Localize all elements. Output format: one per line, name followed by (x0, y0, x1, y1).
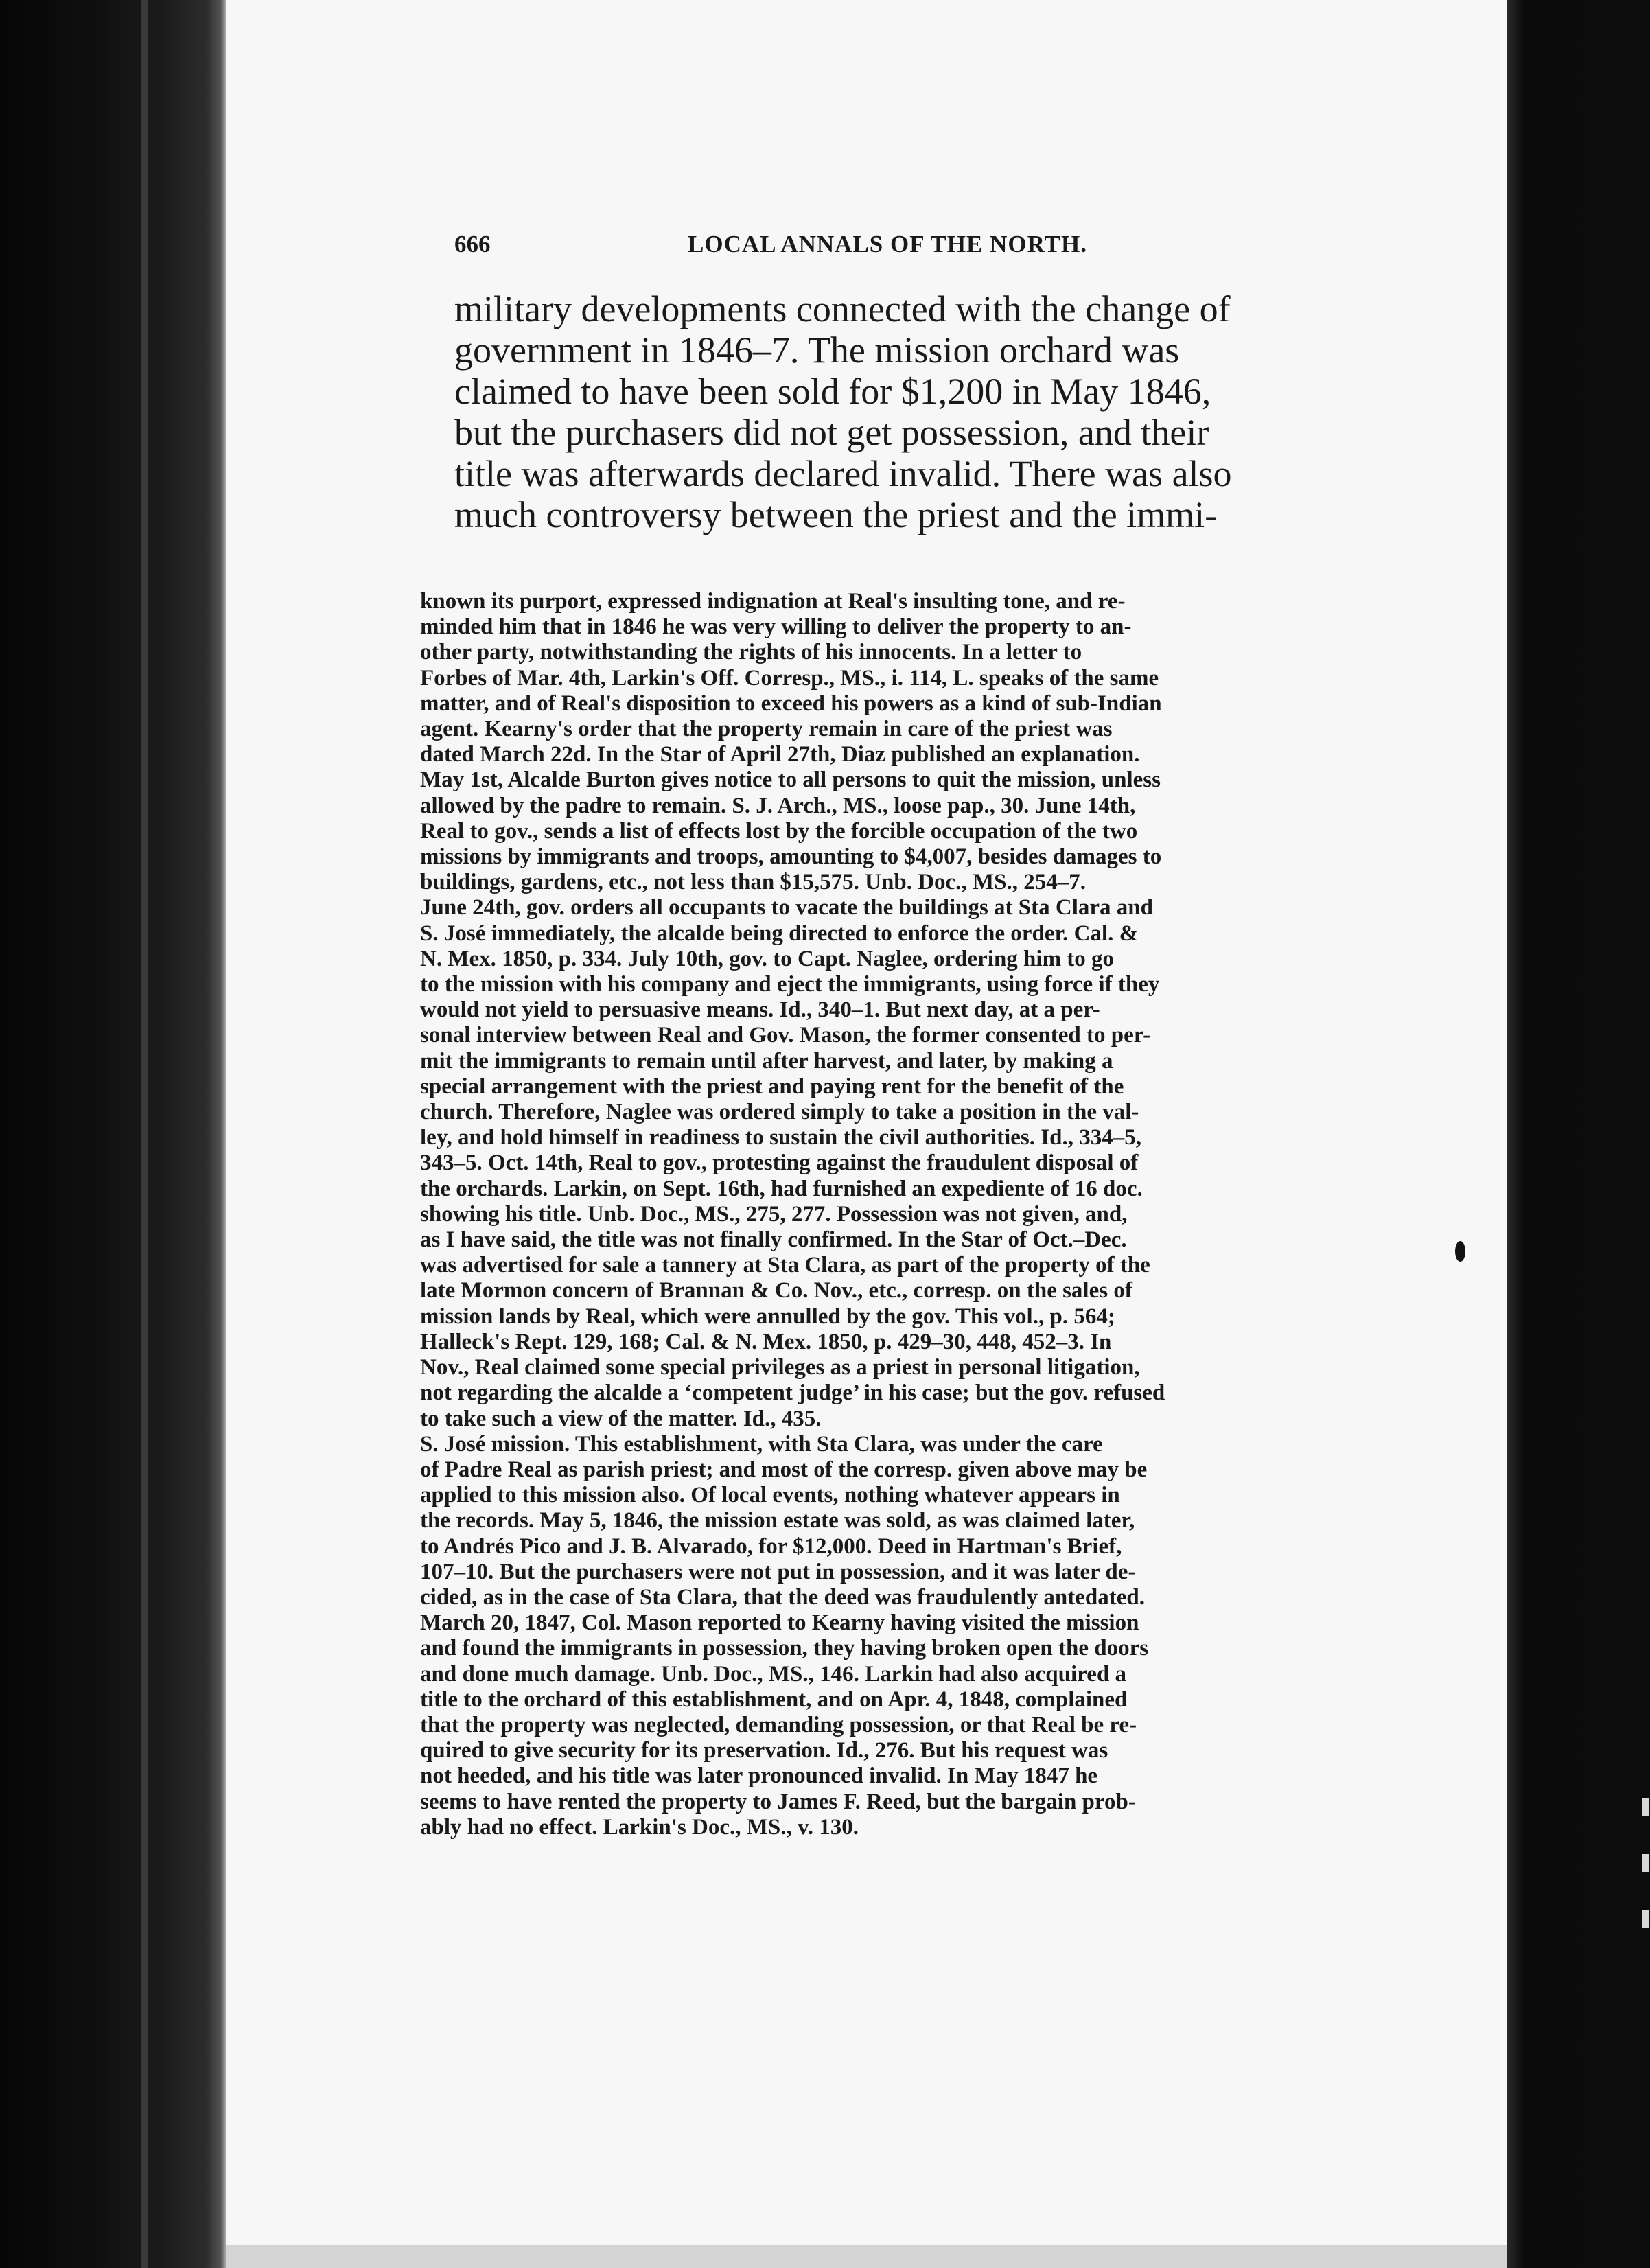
right-page-edge (1507, 0, 1650, 2268)
binding-shadow (141, 0, 148, 2268)
footnote-line: of Padre Real as parish priest; and most of the corresp. given above may be (420, 1457, 1148, 1482)
footnote-line: church. Therefore, Naglee was ordered simply to take a position in the val- (420, 1100, 1139, 1125)
body-line: claimed to have been sold for $1,200 in May 1846, (454, 371, 1211, 412)
footnote-line: Real to gov., sends a list of effects lost by the forcible occupation of the two (420, 818, 1138, 844)
footnote-line: special arrangement with the priest and paying rent for the benefit of the (420, 1074, 1124, 1099)
footnote-line: S. José mission. This establishment, with Sta Clara, was under the care (420, 1431, 1103, 1457)
footnote-line: allowed by the padre to remain. S. J. Arch., MS., loose pap., 30. June 14th, (420, 793, 1136, 818)
bottom-band (226, 2245, 1507, 2268)
footnote-line: and found the immigrants in possession, they having broken open the doors (420, 1636, 1149, 1661)
footnote-line: mit the immigrants to remain until after harvest, and later, by making a (420, 1048, 1113, 1074)
footnote-line: would not yield to persuasive means. Id., 340–1. But next day, at a per- (420, 997, 1100, 1023)
footnote-line: was advertised for sale a tannery at Sta Clara, as part of the property of the (420, 1253, 1150, 1278)
footnote-line: as I have said, the title was not finally confirmed. In the Star of Oct.–Dec. (420, 1227, 1127, 1253)
body-line: title was afterwards declared invalid. There was also (454, 453, 1232, 494)
footnote-line: missions by immigrants and troops, amounting to $4,007, besides damages to (420, 844, 1162, 870)
body-paragraph (454, 288, 1391, 535)
footnote-line: to the mission with his company and eject the immigrants, using force if they (420, 972, 1160, 997)
edge-tick (1642, 1910, 1649, 1928)
footnote-line: not heeded, and his title was later pronounced invalid. In May 1847 he (420, 1763, 1098, 1789)
edge-marks (1642, 1798, 1650, 1956)
footnote-line: dated March 22d. In the Star of April 27th, Diaz published an explanation. (420, 742, 1140, 767)
footnote-line: ably had no effect. Larkin's Doc., MS., v. 130. (420, 1814, 859, 1840)
footnote-line: known its purport, expressed indignation at Real's insulting tone, and re- (420, 589, 1126, 614)
footnote-line: and done much damage. Unb. Doc., MS., 146. Larkin had also acquired a (420, 1661, 1126, 1687)
body-line: government in 1846–7. The mission orchard was (454, 329, 1180, 371)
footnote-line: not regarding the alcalde a ‘competent judge’ in his case; but the gov. refused (420, 1380, 1165, 1406)
footnote-line: seems to have rented the property to James F. Reed, but the bargain prob- (420, 1789, 1136, 1814)
footnote-line: quired to give security for its preservation. Id., 276. But his request was (420, 1738, 1108, 1763)
footnote-line: sonal interview between Real and Gov. Mason, the former consented to per- (420, 1023, 1151, 1048)
footnote-line: that the property was neglected, demanding possession, or that Real be re- (420, 1712, 1137, 1737)
body-line: but the purchasers did not get possession, and their (454, 412, 1209, 453)
footnote-block (420, 589, 1395, 1840)
footnote-line: Nov., Real claimed some special privileges as a priest in personal litigation, (420, 1355, 1140, 1380)
footnote-line: N. Mex. 1850, p. 334. July 10th, gov. to Capt. Naglee, ordering him to go (420, 946, 1115, 971)
footnote-line: applied to this mission also. Of local events, nothing whatever appears in (420, 1483, 1120, 1508)
footnote-line: the orchards. Larkin, on Sept. 16th, had furnished an expediente of 16 doc. (420, 1176, 1143, 1201)
footnote-line: the records. May 5, 1846, the mission estate was sold, as was claimed later, (420, 1508, 1135, 1534)
running-header (454, 231, 1168, 272)
ink-speck (1455, 1241, 1465, 1262)
footnote-line: 107–10. But the purchasers were not put in possession, and it was later de- (420, 1559, 1136, 1584)
footnote-line: 343–5. Oct. 14th, Real to gov., protesting against the fraudulent disposal of (420, 1150, 1139, 1176)
edge-tick (1642, 1798, 1649, 1816)
footnote-line: March 20, 1847, Col. Mason reported to Kearny having visited the mission (420, 1610, 1139, 1636)
footnote-line: June 24th, gov. orders all occupants to vacate the buildings at Sta Clara and (420, 895, 1153, 921)
page-number: 666 (454, 231, 491, 257)
body-line: military developments connected with the change of (454, 288, 1231, 329)
footnote-line: agent. Kearny's order that the property remain in care of the priest was (420, 717, 1113, 742)
footnote-line: to Andrés Pico and J. B. Alvarado, for $12,000. Deed in Hartman's Brief, (420, 1534, 1122, 1559)
footnote-line: to take such a view of the matter. Id., 435. (420, 1406, 822, 1431)
footnote-line: Forbes of Mar. 4th, Larkin's Off. Corresp., MS., i. 114, L. speaks of the same (420, 665, 1159, 691)
book-binding (0, 0, 226, 2268)
footnote-line: buildings, gardens, etc., not less than $15,575. Unb. Doc., MS., 254–7. (420, 870, 1086, 895)
footnote-line: May 1st, Alcalde Burton gives notice to all persons to quit the mission, unless (420, 767, 1161, 793)
edge-tick (1642, 1854, 1649, 1872)
footnote-line: title to the orchard of this establishment, and on Apr. 4, 1848, complained (420, 1687, 1128, 1712)
footnote-line: late Mormon concern of Brannan & Co. Nov., etc., corresp. on the sales of (420, 1278, 1132, 1304)
footnote-line: other party, notwithstanding the rights of his innocents. In a letter to (420, 640, 1082, 665)
footnote-line: cided, as in the case of Sta Clara, that the deed was fraudulently antedated. (420, 1584, 1145, 1610)
footnote-line: Halleck's Rept. 129, 168; Cal. & N. Mex. 1850, p. 429–30, 448, 452–3. In (420, 1329, 1112, 1354)
footnote-line: matter, and of Real's disposition to exceed his powers as a kind of sub-Indian (420, 691, 1162, 716)
running-title: LOCAL ANNALS OF THE NORTH. (688, 231, 1087, 257)
footnote-line: showing his title. Unb. Doc., MS., 275, 277. Possession was not given, and, (420, 1201, 1128, 1227)
footnote-line: S. José immediately, the alcalde being directed to enforce the order. Cal. & (420, 921, 1139, 946)
footnote-line: ley, and hold himself in readiness to sustain the civil authorities. Id., 334–5, (420, 1125, 1141, 1150)
footnote-line: mission lands by Real, which were annulled by the gov. This vol., p. 564; (420, 1304, 1115, 1329)
footnote-line: minded him that in 1846 he was very willing to deliver the property to an- (420, 614, 1132, 640)
body-line: much controversy between the priest and the immi- (454, 494, 1218, 535)
